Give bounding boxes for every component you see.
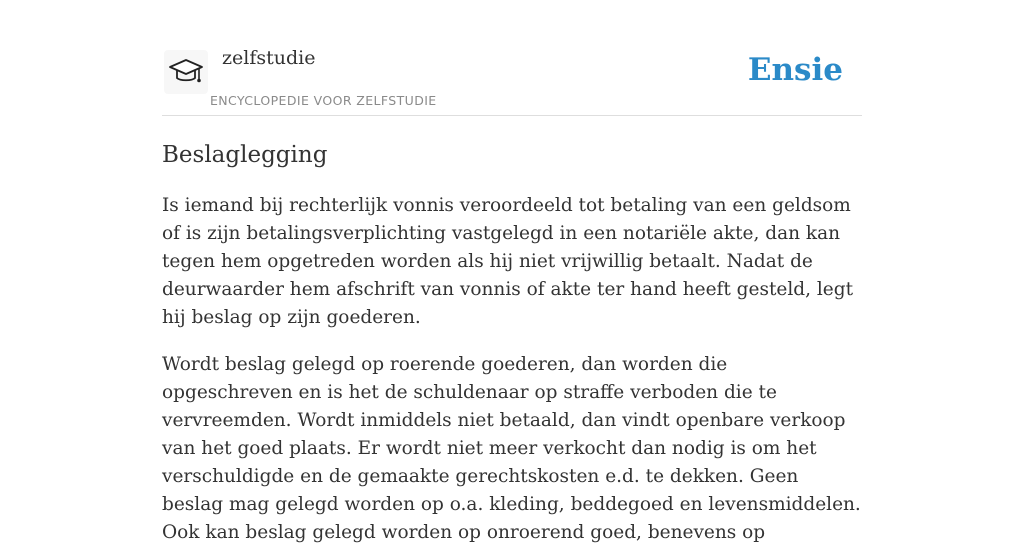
site-header: [162, 0, 862, 116]
graduation-cap-icon: [168, 55, 204, 89]
article-paragraph: Wordt beslag gelegd op roerende goederen, dan worden die opgeschreven en is het de schuldenaar op straffe verboden die te vervreemden. Wordt inmiddels niet betaald, dan vindt openbare verkoop van het goed plaats. Er wordt niet meer verkocht dan nodig is om het verschuldigde en de gemaakte gerechtskosten e.d. te dekken. Geen beslag mag gelegd worden op o.a. kleding, beddegoed en levensmiddelen. Ook kan beslag gelegd worden op onroerend goed, benevens op: [162, 354, 861, 543]
article-paragraph: Is iemand bij rechterlijk vonnis veroordeeld tot betaling van een geldsom of is zijn betalingsverplichting vastgelegd in een notariële akte, dan kan tegen hem opgetreden worden als hij niet vrijwillig betaalt. Nadat de deurwaarder hem afschrift van vonnis of akte ter hand heeft gesteld, legt hij beslag op zijn goederen.: [162, 195, 854, 328]
site-name[interactable]: zelfstudie: [222, 47, 316, 69]
site-tagline: ENCYCLOPEDIE VOOR ZELFSTUDIE: [210, 93, 437, 108]
site-logo[interactable]: [164, 50, 208, 94]
page-title: Beslaglegging: [162, 142, 328, 168]
page: [162, 0, 862, 547]
article-body: [162, 192, 862, 547]
brand-logo[interactable]: Ensie: [747, 52, 843, 88]
